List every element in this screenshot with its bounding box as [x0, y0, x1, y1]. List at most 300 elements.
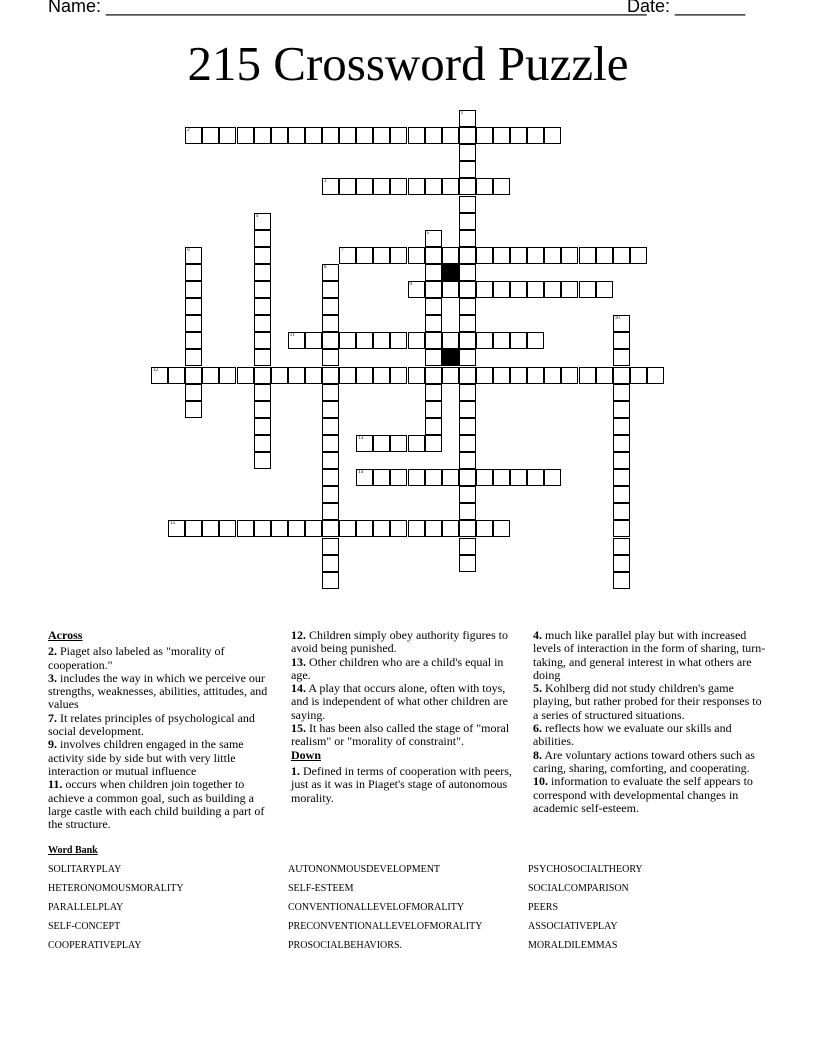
grid-cell[interactable]: [425, 418, 442, 435]
clue-text: Defined in terms of cooperation with peers, just as it was in Piaget's stage of autonomous morality.: [291, 763, 512, 805]
grid-cell[interactable]: [613, 332, 630, 349]
grid-cell[interactable]: [510, 281, 527, 298]
grid-cell[interactable]: [373, 520, 390, 537]
grid-cell[interactable]: [510, 469, 527, 486]
grid-cell[interactable]: [493, 469, 510, 486]
grid-cell[interactable]: [596, 367, 613, 384]
grid-cell[interactable]: [527, 127, 544, 144]
grid-cell[interactable]: [613, 486, 630, 503]
grid-cell[interactable]: [527, 332, 544, 349]
across-heading: Across: [48, 628, 83, 642]
word-bank-item: AUTONONMOUSDEVELOPMENT: [288, 864, 441, 875]
grid-cell[interactable]: [493, 281, 510, 298]
grid-cell[interactable]: [442, 247, 459, 264]
grid-cell[interactable]: [630, 367, 647, 384]
word-bank-column-2: [288, 860, 482, 955]
grid-cell[interactable]: [613, 367, 630, 384]
grid-cell[interactable]: [459, 247, 476, 264]
grid-cell[interactable]: [510, 367, 527, 384]
grid-cell[interactable]: [219, 127, 236, 144]
word-bank-item: PROSOCIALBEHAVIORS.: [288, 940, 403, 951]
grid-cell[interactable]: [459, 144, 476, 161]
clue: [48, 712, 276, 739]
grid-cell[interactable]: [322, 127, 339, 144]
grid-cell[interactable]: [425, 298, 442, 315]
grid-cell[interactable]: [510, 247, 527, 264]
grid-cell[interactable]: [254, 230, 271, 247]
grid-cell[interactable]: [459, 127, 476, 144]
grid-cell[interactable]: [185, 298, 202, 315]
clue-num: 12.: [291, 628, 306, 642]
grid-cell[interactable]: [408, 281, 425, 298]
word-bank-item: SELF-ESTEEM: [288, 883, 354, 894]
grid-cell[interactable]: [254, 349, 271, 366]
clue-number: 7: [341, 247, 344, 253]
grid-cell[interactable]: [544, 281, 561, 298]
grid-cell[interactable]: [390, 247, 407, 264]
grid-cell[interactable]: [322, 264, 339, 281]
grid-cell[interactable]: [322, 418, 339, 435]
grid-cell[interactable]: [254, 452, 271, 469]
grid-cell[interactable]: [493, 520, 510, 537]
clue-num: 4.: [533, 628, 542, 642]
grid-cell[interactable]: [459, 367, 476, 384]
grid-cell[interactable]: [510, 332, 527, 349]
grid-cell[interactable]: [322, 178, 339, 195]
grid-cell[interactable]: [356, 127, 373, 144]
clue: [48, 672, 276, 712]
clue-number: 1: [460, 111, 464, 116]
grid-cell[interactable]: [561, 247, 578, 264]
clue-number: 11: [289, 333, 295, 339]
grid-cell[interactable]: [408, 247, 425, 264]
clue-number: 3: [324, 179, 327, 185]
word-bank-item: MORALDILEMMAS: [528, 940, 618, 951]
grid-cell[interactable]: [322, 538, 339, 555]
clue-number: 13: [358, 435, 364, 441]
grid-cell[interactable]: [288, 520, 305, 537]
grid-cell[interactable]: [219, 367, 236, 384]
grid-cell[interactable]: [322, 520, 339, 537]
grid-cell[interactable]: [254, 127, 271, 144]
grid-cell[interactable]: [459, 486, 476, 503]
grid-cell[interactable]: [373, 469, 390, 486]
grid-cell[interactable]: [613, 503, 630, 520]
grid-cell[interactable]: [493, 127, 510, 144]
clue-num: 15.: [291, 721, 306, 736]
grid-cell[interactable]: [390, 332, 407, 349]
grid-cell[interactable]: [339, 127, 356, 144]
word-bank-column-1: [48, 860, 184, 955]
grid-cell[interactable]: [408, 367, 425, 384]
clue-text: Are voluntary actions toward others such as caring, sharing, comforting, and cooperating.: [533, 747, 755, 775]
grid-cell[interactable]: [288, 127, 305, 144]
grid-cell[interactable]: [254, 332, 271, 349]
grid-cell[interactable]: [459, 555, 476, 572]
grid-cell[interactable]: [373, 178, 390, 195]
clue-text: Other children who are a child's equal in age.: [291, 654, 504, 682]
grid-cell[interactable]: [373, 435, 390, 452]
grid-cell[interactable]: [459, 401, 476, 418]
grid-cell[interactable]: [459, 349, 476, 366]
clue: [533, 775, 769, 815]
grid-cell[interactable]: [390, 435, 407, 452]
grid-cell[interactable]: [442, 520, 459, 537]
word-bank-item: CONVENTIONALLEVELOFMORALITY: [288, 902, 465, 913]
grid-cell[interactable]: [476, 178, 493, 195]
grid-cell[interactable]: [254, 418, 271, 435]
grid-cell[interactable]: [168, 520, 185, 537]
grid-cell[interactable]: [527, 281, 544, 298]
grid-cell[interactable]: [459, 503, 476, 520]
grid-cell[interactable]: [339, 332, 356, 349]
grid-cell[interactable]: [390, 178, 407, 195]
grid-cell[interactable]: [288, 367, 305, 384]
grid-cell[interactable]: [425, 367, 442, 384]
grid-cell[interactable]: [151, 367, 168, 384]
grid-cell[interactable]: [493, 247, 510, 264]
grid-cell[interactable]: [356, 332, 373, 349]
grid-cell[interactable]: [305, 520, 322, 537]
grid-cell[interactable]: [356, 178, 373, 195]
word-bank-item: PRECONVENTIONALLEVELOFMORALITY: [288, 921, 483, 932]
grid-cell[interactable]: [493, 367, 510, 384]
grid-block: [442, 349, 459, 366]
grid-cell[interactable]: [305, 367, 322, 384]
clue-text: involves children engaged in the same activity side by side but with very little interaction or mutual influence: [48, 737, 244, 778]
grid-cell[interactable]: [254, 367, 271, 384]
grid-cell[interactable]: [237, 367, 254, 384]
clue-text: much like parallel play but with increased levels of interaction in the form of sharing, turn-taking, and general interest in what others are doing: [533, 628, 766, 682]
grid-cell[interactable]: [527, 367, 544, 384]
clue-number: 14: [358, 470, 364, 476]
grid-cell[interactable]: [459, 332, 476, 349]
grid-cell[interactable]: [459, 161, 476, 178]
grid-cell[interactable]: [425, 435, 442, 452]
grid-cell[interactable]: [373, 127, 390, 144]
grid-cell[interactable]: [493, 178, 510, 195]
clue: [48, 778, 276, 831]
grid-cell[interactable]: [322, 332, 339, 349]
word-bank-column-3: [528, 860, 643, 955]
grid-cell[interactable]: [322, 435, 339, 452]
grid-cell[interactable]: [185, 127, 202, 144]
grid-cell[interactable]: [254, 298, 271, 315]
clue: [533, 722, 769, 749]
grid-cell[interactable]: [596, 281, 613, 298]
grid-cell[interactable]: [425, 349, 442, 366]
grid-cell[interactable]: [459, 435, 476, 452]
grid-cell[interactable]: [544, 367, 561, 384]
clue-num: 1.: [291, 763, 300, 778]
clue: [291, 765, 523, 805]
grid-cell[interactable]: [322, 401, 339, 418]
grid-cell[interactable]: [408, 178, 425, 195]
grid-cell[interactable]: [185, 332, 202, 349]
clue: [291, 656, 523, 683]
clue-text: information to evaluate the self appears to correspond with developmental changes in academic self-esteem.: [533, 774, 753, 815]
grid-cell[interactable]: [185, 349, 202, 366]
grid-cell[interactable]: [459, 230, 476, 247]
clue-text: Children simply obey authority figures to avoid being punished.: [291, 628, 508, 656]
grid-cell[interactable]: [459, 452, 476, 469]
grid-cell[interactable]: [510, 127, 527, 144]
grid-cell[interactable]: [544, 469, 561, 486]
grid-cell[interactable]: [442, 127, 459, 144]
grid-cell[interactable]: [185, 401, 202, 418]
clue-number: 15: [170, 521, 176, 527]
word-bank-title: Word Bank: [48, 845, 98, 856]
grid-cell[interactable]: [254, 315, 271, 332]
grid-cell[interactable]: [202, 520, 219, 537]
grid-cell[interactable]: [356, 247, 373, 264]
grid-cell[interactable]: [219, 520, 236, 537]
grid-cell[interactable]: [459, 538, 476, 555]
grid-cell[interactable]: [425, 127, 442, 144]
grid-cell[interactable]: [613, 349, 630, 366]
grid-cell[interactable]: [339, 247, 356, 264]
grid-cell[interactable]: [339, 178, 356, 195]
grid-cell[interactable]: [390, 127, 407, 144]
grid-cell[interactable]: [254, 264, 271, 281]
clues-column-2: [291, 629, 523, 805]
grid-cell[interactable]: [425, 469, 442, 486]
grid-cell[interactable]: [613, 469, 630, 486]
grid-cell[interactable]: [476, 332, 493, 349]
grid-cell[interactable]: [613, 384, 630, 401]
grid-cell[interactable]: [168, 367, 185, 384]
grid-cell[interactable]: [596, 247, 613, 264]
grid-cell[interactable]: [459, 298, 476, 315]
grid-cell[interactable]: [271, 520, 288, 537]
grid-cell[interactable]: [476, 469, 493, 486]
clue-number: 8: [324, 264, 327, 270]
grid-cell[interactable]: [613, 315, 630, 332]
grid-cell[interactable]: [459, 281, 476, 298]
grid-cell[interactable]: [254, 401, 271, 418]
grid-cell[interactable]: [476, 127, 493, 144]
grid-cell[interactable]: [493, 332, 510, 349]
word-bank-item: HETERONOMOUSMORALITY: [48, 883, 184, 894]
clue-number: 12: [153, 367, 158, 373]
grid-cell[interactable]: [459, 418, 476, 435]
grid-cell[interactable]: [442, 469, 459, 486]
clue-num: 9.: [48, 737, 57, 752]
grid-cell[interactable]: [425, 230, 442, 247]
grid-cell[interactable]: [339, 367, 356, 384]
grid-cell[interactable]: [322, 572, 339, 589]
grid-cell[interactable]: [339, 520, 356, 537]
grid-cell[interactable]: [373, 332, 390, 349]
word-bank-item: SOCIALCOMPARISON: [528, 883, 629, 894]
grid-cell[interactable]: [613, 572, 630, 589]
grid-cell[interactable]: [442, 367, 459, 384]
grid-cell[interactable]: [288, 332, 305, 349]
down-heading: Down: [291, 747, 322, 762]
grid-cell[interactable]: [237, 127, 254, 144]
grid-cell[interactable]: [630, 247, 647, 264]
clue-num: 6.: [533, 721, 542, 736]
clue-num: 5.: [533, 681, 542, 696]
word-bank-item: ASSOCIATIVEPLAY: [528, 921, 618, 932]
grid-cell[interactable]: [271, 367, 288, 384]
grid-cell[interactable]: [459, 384, 476, 401]
clue-text: It has been also called the stage of "moral realism" or "morality of constraint".: [291, 721, 510, 749]
clues-column-3: [533, 629, 769, 815]
grid-cell[interactable]: [254, 247, 271, 264]
grid-cell[interactable]: [185, 315, 202, 332]
grid-cell[interactable]: [579, 281, 596, 298]
grid-cell[interactable]: [185, 384, 202, 401]
grid-cell[interactable]: [459, 264, 476, 281]
grid-cell[interactable]: [390, 520, 407, 537]
grid-cell[interactable]: [202, 367, 219, 384]
clue-text: Kohlberg did not study children's game playing, but rather probed for their responses to a series of structured situations.: [533, 681, 762, 722]
clue: [291, 629, 523, 656]
grid-cell[interactable]: [322, 486, 339, 503]
word-bank-item: PEERS: [528, 902, 559, 913]
grid-cell[interactable]: [425, 401, 442, 418]
grid-cell[interactable]: [322, 555, 339, 572]
grid-cell[interactable]: [322, 315, 339, 332]
grid-cell[interactable]: [613, 418, 630, 435]
grid-cell[interactable]: [408, 127, 425, 144]
date-line: Date: _______: [627, 0, 746, 16]
word-bank-item: PSYCHOSOCIALTHEORY: [528, 864, 643, 875]
grid-cell[interactable]: [373, 247, 390, 264]
grid-cell[interactable]: [390, 469, 407, 486]
clue: [291, 722, 523, 749]
grid-cell[interactable]: [459, 178, 476, 195]
grid-cell[interactable]: [527, 247, 544, 264]
clue-number: 5: [426, 230, 430, 236]
grid-cell[interactable]: [254, 520, 271, 537]
grid-cell[interactable]: [613, 247, 630, 264]
grid-cell[interactable]: [185, 264, 202, 281]
grid-cell[interactable]: [561, 281, 578, 298]
grid-cell[interactable]: [356, 469, 373, 486]
grid-cell[interactable]: [459, 520, 476, 537]
grid-cell[interactable]: [425, 264, 442, 281]
grid-cell[interactable]: [527, 469, 544, 486]
grid-cell[interactable]: [425, 281, 442, 298]
grid-cell[interactable]: [476, 281, 493, 298]
clue-num: 10.: [533, 774, 548, 789]
word-bank-item: COOPERATIVEPLAY: [48, 940, 142, 951]
clue: [291, 682, 523, 722]
grid-cell[interactable]: [322, 281, 339, 298]
clue-number: 6: [187, 247, 190, 253]
grid-cell[interactable]: [408, 332, 425, 349]
clue-text: A play that occurs alone, often with toys, and is independent of what other children are saying.: [291, 681, 508, 722]
grid-cell[interactable]: [613, 555, 630, 572]
grid-cell[interactable]: [408, 435, 425, 452]
grid-cell[interactable]: [459, 110, 476, 127]
grid-cell[interactable]: [408, 520, 425, 537]
grid-cell[interactable]: [254, 384, 271, 401]
grid-cell[interactable]: [322, 503, 339, 520]
clue-number: 4: [255, 213, 259, 219]
grid-cell[interactable]: [322, 298, 339, 315]
grid-cell[interactable]: [425, 178, 442, 195]
grid-cell[interactable]: [356, 367, 373, 384]
clue: [48, 645, 276, 672]
grid-cell[interactable]: [322, 469, 339, 486]
grid-cell[interactable]: [425, 384, 442, 401]
grid-cell[interactable]: [185, 281, 202, 298]
grid-cell[interactable]: [271, 127, 288, 144]
grid-cell[interactable]: [647, 367, 664, 384]
grid-cell[interactable]: [459, 469, 476, 486]
grid-cell[interactable]: [476, 367, 493, 384]
grid-cell[interactable]: [322, 384, 339, 401]
clue-num: 2.: [48, 644, 57, 659]
grid-cell[interactable]: [425, 315, 442, 332]
clue-text: occurs when children join together to achieve a common goal, such as building a large castle with each child building a part of the structure.: [48, 777, 265, 832]
clues-column-1: [48, 629, 276, 831]
grid-cell[interactable]: [185, 520, 202, 537]
grid-cell[interactable]: [373, 367, 390, 384]
grid-cell[interactable]: [185, 247, 202, 264]
grid-cell[interactable]: [442, 332, 459, 349]
grid-cell[interactable]: [408, 469, 425, 486]
clue: [533, 749, 769, 776]
grid-cell[interactable]: [254, 281, 271, 298]
grid-cell[interactable]: [390, 367, 407, 384]
grid-cell[interactable]: [613, 452, 630, 469]
grid-cell[interactable]: [476, 520, 493, 537]
grid-cell[interactable]: [459, 315, 476, 332]
clue-text: includes the way in which we perceive our strengths, weaknesses, abilities, attitudes, and values: [48, 670, 268, 712]
clue-num: 8.: [533, 747, 542, 762]
grid-cell[interactable]: [425, 247, 442, 264]
grid-cell[interactable]: [579, 367, 596, 384]
grid-cell[interactable]: [356, 435, 373, 452]
grid-cell[interactable]: [356, 520, 373, 537]
grid-cell[interactable]: [561, 367, 578, 384]
page-title: 215 Crossword Puzzle: [187, 36, 629, 91]
grid-cell[interactable]: [613, 520, 630, 537]
name-line: Name: ______________________________________________________: [48, 0, 647, 16]
grid-cell[interactable]: [442, 281, 459, 298]
grid-cell[interactable]: [544, 247, 561, 264]
grid-cell[interactable]: [254, 435, 271, 452]
grid-cell[interactable]: [613, 401, 630, 418]
grid-cell[interactable]: [254, 213, 271, 230]
grid-cell[interactable]: [322, 452, 339, 469]
grid-cell[interactable]: [579, 247, 596, 264]
grid-cell[interactable]: [442, 178, 459, 195]
grid-cell[interactable]: [544, 127, 561, 144]
grid-cell[interactable]: [613, 435, 630, 452]
grid-cell[interactable]: [459, 196, 476, 213]
grid-cell[interactable]: [237, 520, 254, 537]
grid-cell[interactable]: [305, 127, 322, 144]
grid-cell[interactable]: [425, 332, 442, 349]
grid-cell[interactable]: [322, 367, 339, 384]
grid-cell[interactable]: [613, 538, 630, 555]
grid-cell[interactable]: [459, 213, 476, 230]
clue-text: Piaget also labeled as "morality of cooperation.": [48, 644, 225, 672]
grid-cell[interactable]: [476, 247, 493, 264]
clue-num: 11.: [48, 777, 63, 792]
grid-cell[interactable]: [322, 349, 339, 366]
grid-cell[interactable]: [425, 520, 442, 537]
grid-cell[interactable]: [185, 367, 202, 384]
word-bank-item: PARALLELPLAY: [48, 902, 124, 913]
grid-cell[interactable]: [305, 332, 322, 349]
grid-cell[interactable]: [202, 127, 219, 144]
